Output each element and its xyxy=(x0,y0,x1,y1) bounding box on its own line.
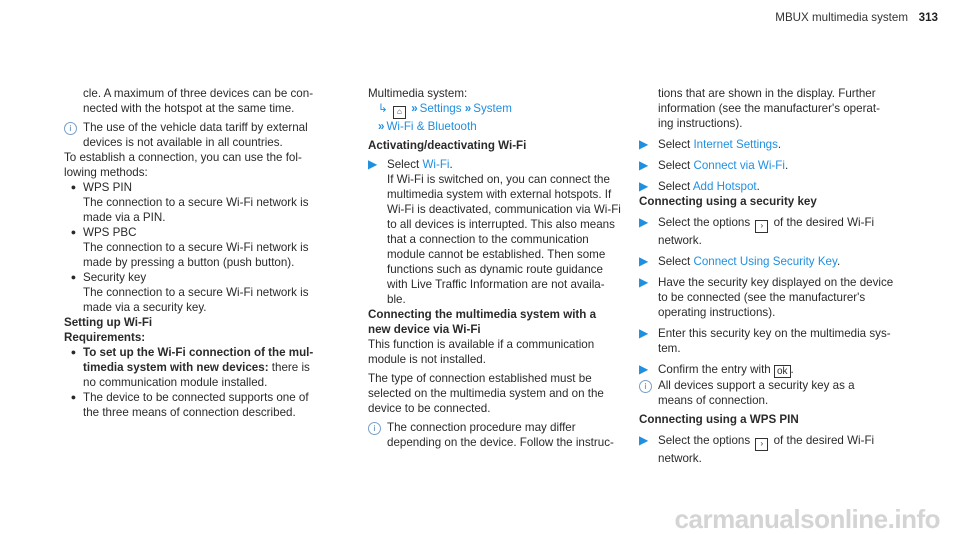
connect-text: module is not installed. xyxy=(368,353,486,366)
step-item xyxy=(639,433,934,466)
activate-text: with Live Traffic Information are not availa- xyxy=(387,278,605,291)
note-block-1 xyxy=(64,120,349,150)
req-line: To set up the Wi-Fi connection of the mul- xyxy=(83,346,314,359)
activate-text: Wi-Fi is deactivated, communication via Wi-Fi xyxy=(387,203,621,216)
link-add-hotspot: Add Hotspot xyxy=(692,180,757,193)
connect-intro-line: lowing methods: xyxy=(64,166,148,179)
info-icon: i xyxy=(64,122,77,135)
step-item xyxy=(639,326,934,356)
step-line: Have the security key displayed on the device xyxy=(658,276,894,289)
link-internet-settings: Internet Settings xyxy=(693,138,778,151)
step-arrow-icon: ▶ xyxy=(639,158,649,172)
requirements-heading: Requirements: xyxy=(64,331,146,344)
step-item xyxy=(639,275,934,320)
note-line: The use of the vehicle data tariff by external xyxy=(83,121,308,134)
cont-line: ing instructions). xyxy=(658,117,743,130)
path-wifi: Wi-Fi & Bluetooth xyxy=(386,120,477,133)
step-item xyxy=(368,157,648,307)
step-arrow-icon: ▶ xyxy=(639,254,649,268)
step-item xyxy=(639,158,934,173)
activate-text: module cannot be established. Then some xyxy=(387,248,606,261)
path-intro: Multimedia system: xyxy=(368,87,468,100)
step-line: operating instructions). xyxy=(658,306,776,319)
cont-line: information (see the manufacturer's operat- xyxy=(658,102,880,115)
ok-icon: ok xyxy=(774,365,791,378)
intro-line-1: cle. A maximum of three devices can be con- xyxy=(83,87,314,100)
step-line: network. xyxy=(658,234,702,247)
step-item xyxy=(639,137,934,152)
setup-heading: Setting up Wi-Fi xyxy=(64,316,153,329)
req-line: The device to be connected supports one of xyxy=(83,391,309,404)
watermark: carmanualsonline.info xyxy=(674,504,940,534)
req-line: no communication module installed. xyxy=(83,376,268,389)
step-item xyxy=(639,362,934,378)
list-item xyxy=(64,180,349,225)
connect-heading: Connecting the multimedia system with a xyxy=(368,308,597,321)
security-heading: Connecting using a security key xyxy=(639,195,817,208)
req-line xyxy=(83,360,313,375)
step-arrow-icon: ▶ xyxy=(639,362,649,376)
link-connect-security-key: Connect Using Security Key xyxy=(693,255,837,268)
step-line: to be connected (see the manufacturer's xyxy=(658,291,866,304)
method-name: Security key xyxy=(83,271,147,284)
select-prefix: Select xyxy=(387,158,423,171)
bullet-icon: ● xyxy=(70,227,77,237)
step-item xyxy=(639,179,934,194)
req-rest: there is xyxy=(268,361,310,374)
step-text: of the desired Wi-Fi xyxy=(770,216,875,229)
type-text: device to be connected. xyxy=(368,402,491,415)
column-2 xyxy=(368,86,648,450)
bullet-icon: ● xyxy=(70,347,77,357)
wps-heading: Connecting using a WPS PIN xyxy=(639,413,799,426)
method-desc: made via a security key. xyxy=(83,301,207,314)
page-number: 313 xyxy=(918,11,938,24)
list-item xyxy=(64,390,349,420)
note-line: means of connection. xyxy=(658,394,769,407)
select-prefix: Select xyxy=(658,138,694,151)
step-arrow-icon: ▶ xyxy=(368,157,378,171)
activate-text: multimedia system with external hotspots. If xyxy=(387,188,612,201)
method-name: WPS PBC xyxy=(83,226,137,239)
activate-text: that a connection to the communication xyxy=(387,233,589,246)
step-text: of the desired Wi-Fi xyxy=(770,434,875,447)
connect-intro-line: To establish a connection, you can use the fol- xyxy=(64,151,302,164)
list-item xyxy=(64,345,349,390)
return-arrow-icon: ↳ xyxy=(378,102,388,115)
info-icon: i xyxy=(368,422,381,435)
activate-text: to all devices is interrupted. This also means xyxy=(387,218,615,231)
step-text: Confirm the entry with xyxy=(658,363,774,376)
info-icon: i xyxy=(639,380,652,393)
type-text: The type of connection established must be xyxy=(368,372,592,385)
step-line: Select Connect via Wi-Fi. xyxy=(658,159,789,172)
bullet-icon: ● xyxy=(70,182,77,192)
connect-heading: new device via Wi-Fi xyxy=(368,323,481,336)
cont-line: tions that are shown in the display. Further xyxy=(658,87,876,100)
step-line: Select Connect Using Security Key. xyxy=(658,255,841,268)
intro-line-2: nected with the hotspot at the same time. xyxy=(83,102,295,115)
bullet-icon: ● xyxy=(70,392,77,402)
step-arrow-icon: ▶ xyxy=(639,326,649,340)
method-desc: The connection to a secure Wi-Fi network is xyxy=(83,286,309,299)
method-name: WPS PIN xyxy=(83,181,132,194)
method-desc: The connection to a secure Wi-Fi network is xyxy=(83,196,309,209)
chevron-right-icon: » xyxy=(464,102,470,115)
step-line: network. xyxy=(658,452,702,465)
home-icon: ⌂ xyxy=(393,106,406,119)
options-icon: › xyxy=(755,438,768,451)
step-item xyxy=(639,215,934,248)
step-line: Confirm the entry with ok . xyxy=(658,363,794,377)
method-desc: made by pressing a button (push button). xyxy=(83,256,295,269)
connect-text: This function is available if a communication xyxy=(368,338,595,351)
step-text: Select the options xyxy=(658,216,754,229)
nav-path xyxy=(368,101,648,119)
method-desc: The connection to a secure Wi-Fi network is xyxy=(83,241,309,254)
header-title: MBUX multimedia system xyxy=(775,11,908,24)
step-line xyxy=(658,215,874,233)
activate-text: functions such as dynamic route guidance xyxy=(387,263,603,276)
chevron-right-icon: » xyxy=(411,102,416,115)
step-line: Select Add Hotspot. xyxy=(658,180,760,193)
step-arrow-icon: ▶ xyxy=(639,433,649,447)
step-item xyxy=(639,254,934,269)
step-arrow-icon: ▶ xyxy=(639,215,649,229)
step-text: Select the options xyxy=(658,434,754,447)
req-line: the three means of connection described. xyxy=(83,406,296,419)
method-desc: made via a PIN. xyxy=(83,211,166,224)
select-prefix: Select xyxy=(658,255,694,268)
step-arrow-icon: ▶ xyxy=(639,179,649,193)
step-end: . xyxy=(449,158,453,171)
options-icon: › xyxy=(755,220,768,233)
link-wifi: Wi-Fi xyxy=(422,158,450,171)
step-line: Enter this security key on the multimedia sys- xyxy=(658,327,891,340)
select-prefix: Select xyxy=(658,159,694,172)
step-line: Select Internet Settings. xyxy=(658,138,782,151)
note-line: The connection procedure may differ xyxy=(387,421,576,434)
type-text: selected on the multimedia system and on the xyxy=(368,387,604,400)
chevron-right-icon: » xyxy=(378,120,383,133)
step-arrow-icon: ▶ xyxy=(639,137,649,151)
nav-path-2 xyxy=(368,119,648,134)
note-line: All devices support a security key as a xyxy=(658,379,855,392)
select-prefix: Select xyxy=(658,180,693,193)
note-line: devices is not available in all countries. xyxy=(83,136,283,149)
path-settings: Settings xyxy=(419,102,462,115)
activate-text: If Wi-Fi is switched on, you can connect the xyxy=(387,173,610,186)
step-line xyxy=(387,157,621,172)
list-item xyxy=(64,270,349,315)
activate-text: ble. xyxy=(387,293,406,306)
step-arrow-icon: ▶ xyxy=(639,275,649,289)
column-3 xyxy=(639,86,934,466)
list-item xyxy=(64,225,349,270)
note-block-3 xyxy=(639,378,934,408)
req-bold: timedia system with new devices: xyxy=(83,361,269,374)
step-line: tem. xyxy=(658,342,681,355)
path-system: System xyxy=(473,102,512,115)
link-connect-via-wifi: Connect via Wi-Fi xyxy=(693,159,785,172)
bullet-icon: ● xyxy=(70,272,77,282)
column-1 xyxy=(64,86,349,420)
activate-heading: Activating/deactivating Wi-Fi xyxy=(368,139,527,152)
step-line xyxy=(658,433,874,451)
note-block-2 xyxy=(368,420,648,450)
note-line: depending on the device. Follow the instruc- xyxy=(387,436,614,449)
